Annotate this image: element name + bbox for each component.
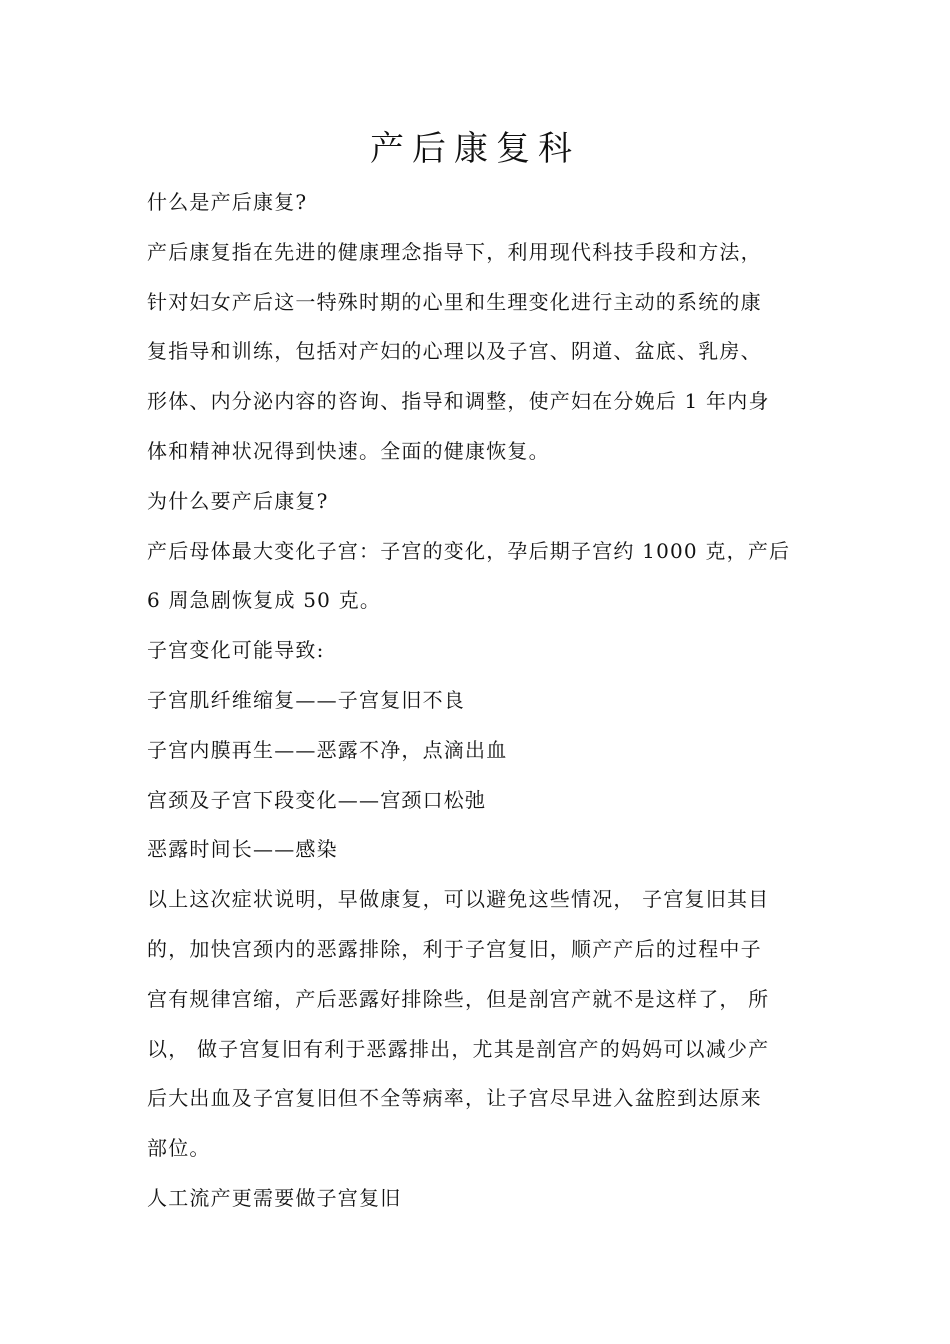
paragraph-line: 针对妇女产后这一特殊时期的心里和生理变化进行主动的系统的康 xyxy=(147,289,762,314)
paragraph-line: 6 周急剧恢复成 50 克。 xyxy=(147,588,382,613)
paragraph-line: 复指导和训练，包括对产妇的心理以及子宫、阴道、盆底、乳房、 xyxy=(147,339,762,364)
paragraph-line: 宫有规律宫缩，产后恶露好排除些，但是剖宫产就不是这样了， 所 xyxy=(147,986,770,1011)
document-body xyxy=(147,178,807,1224)
paragraph-line: 的，加快宫颈内的恶露排除，利于子宫复旧，顺产产后的过程中子 xyxy=(147,936,762,961)
list-heading: 子宫变化可能导致: xyxy=(147,638,325,663)
paragraph-line: 后大出血及子宫复旧但不全等病率，让子宫尽早进入盆腔到达原来 xyxy=(147,1086,762,1111)
paragraph-line: 以， 做子宫复旧有利于恶露排出，尤其是剖宫产的妈妈可以减少产 xyxy=(147,1036,770,1061)
paragraph-line: 产后康复指在先进的健康理念指导下，利用现代科技手段和方法， xyxy=(147,239,762,264)
page-title: 产后康复科 xyxy=(370,129,580,169)
closing-line: 人工流产更需要做子宫复旧 xyxy=(147,1185,402,1210)
paragraph-line: 体和精神状况得到快速。全面的健康恢复。 xyxy=(147,438,550,463)
list-item: 恶露时间长——感染 xyxy=(147,837,338,862)
list-item: 宫颈及子宫下段变化——宫颈口松弛 xyxy=(147,787,487,812)
paragraph-line: 形体、内分泌内容的咨询、指导和调整，使产妇在分娩后 1 年内身 xyxy=(147,389,770,414)
list-item: 子宫肌纤维缩复——子宫复旧不良 xyxy=(147,687,465,712)
question-heading-why: 为什么要产后康复? xyxy=(147,488,329,513)
list-item: 子宫内膜再生——恶露不净，点滴出血 xyxy=(147,737,508,762)
question-heading-what: 什么是产后康复? xyxy=(147,190,308,214)
paragraph-line: 产后母体最大变化子宫：子宫的变化，孕后期子宫约 1000 克，产后 xyxy=(147,538,791,563)
paragraph-line: 部位。 xyxy=(147,1136,211,1161)
paragraph-line: 以上这次症状说明，早做康复，可以避免这些情况， 子宫复旧其目 xyxy=(147,887,770,912)
